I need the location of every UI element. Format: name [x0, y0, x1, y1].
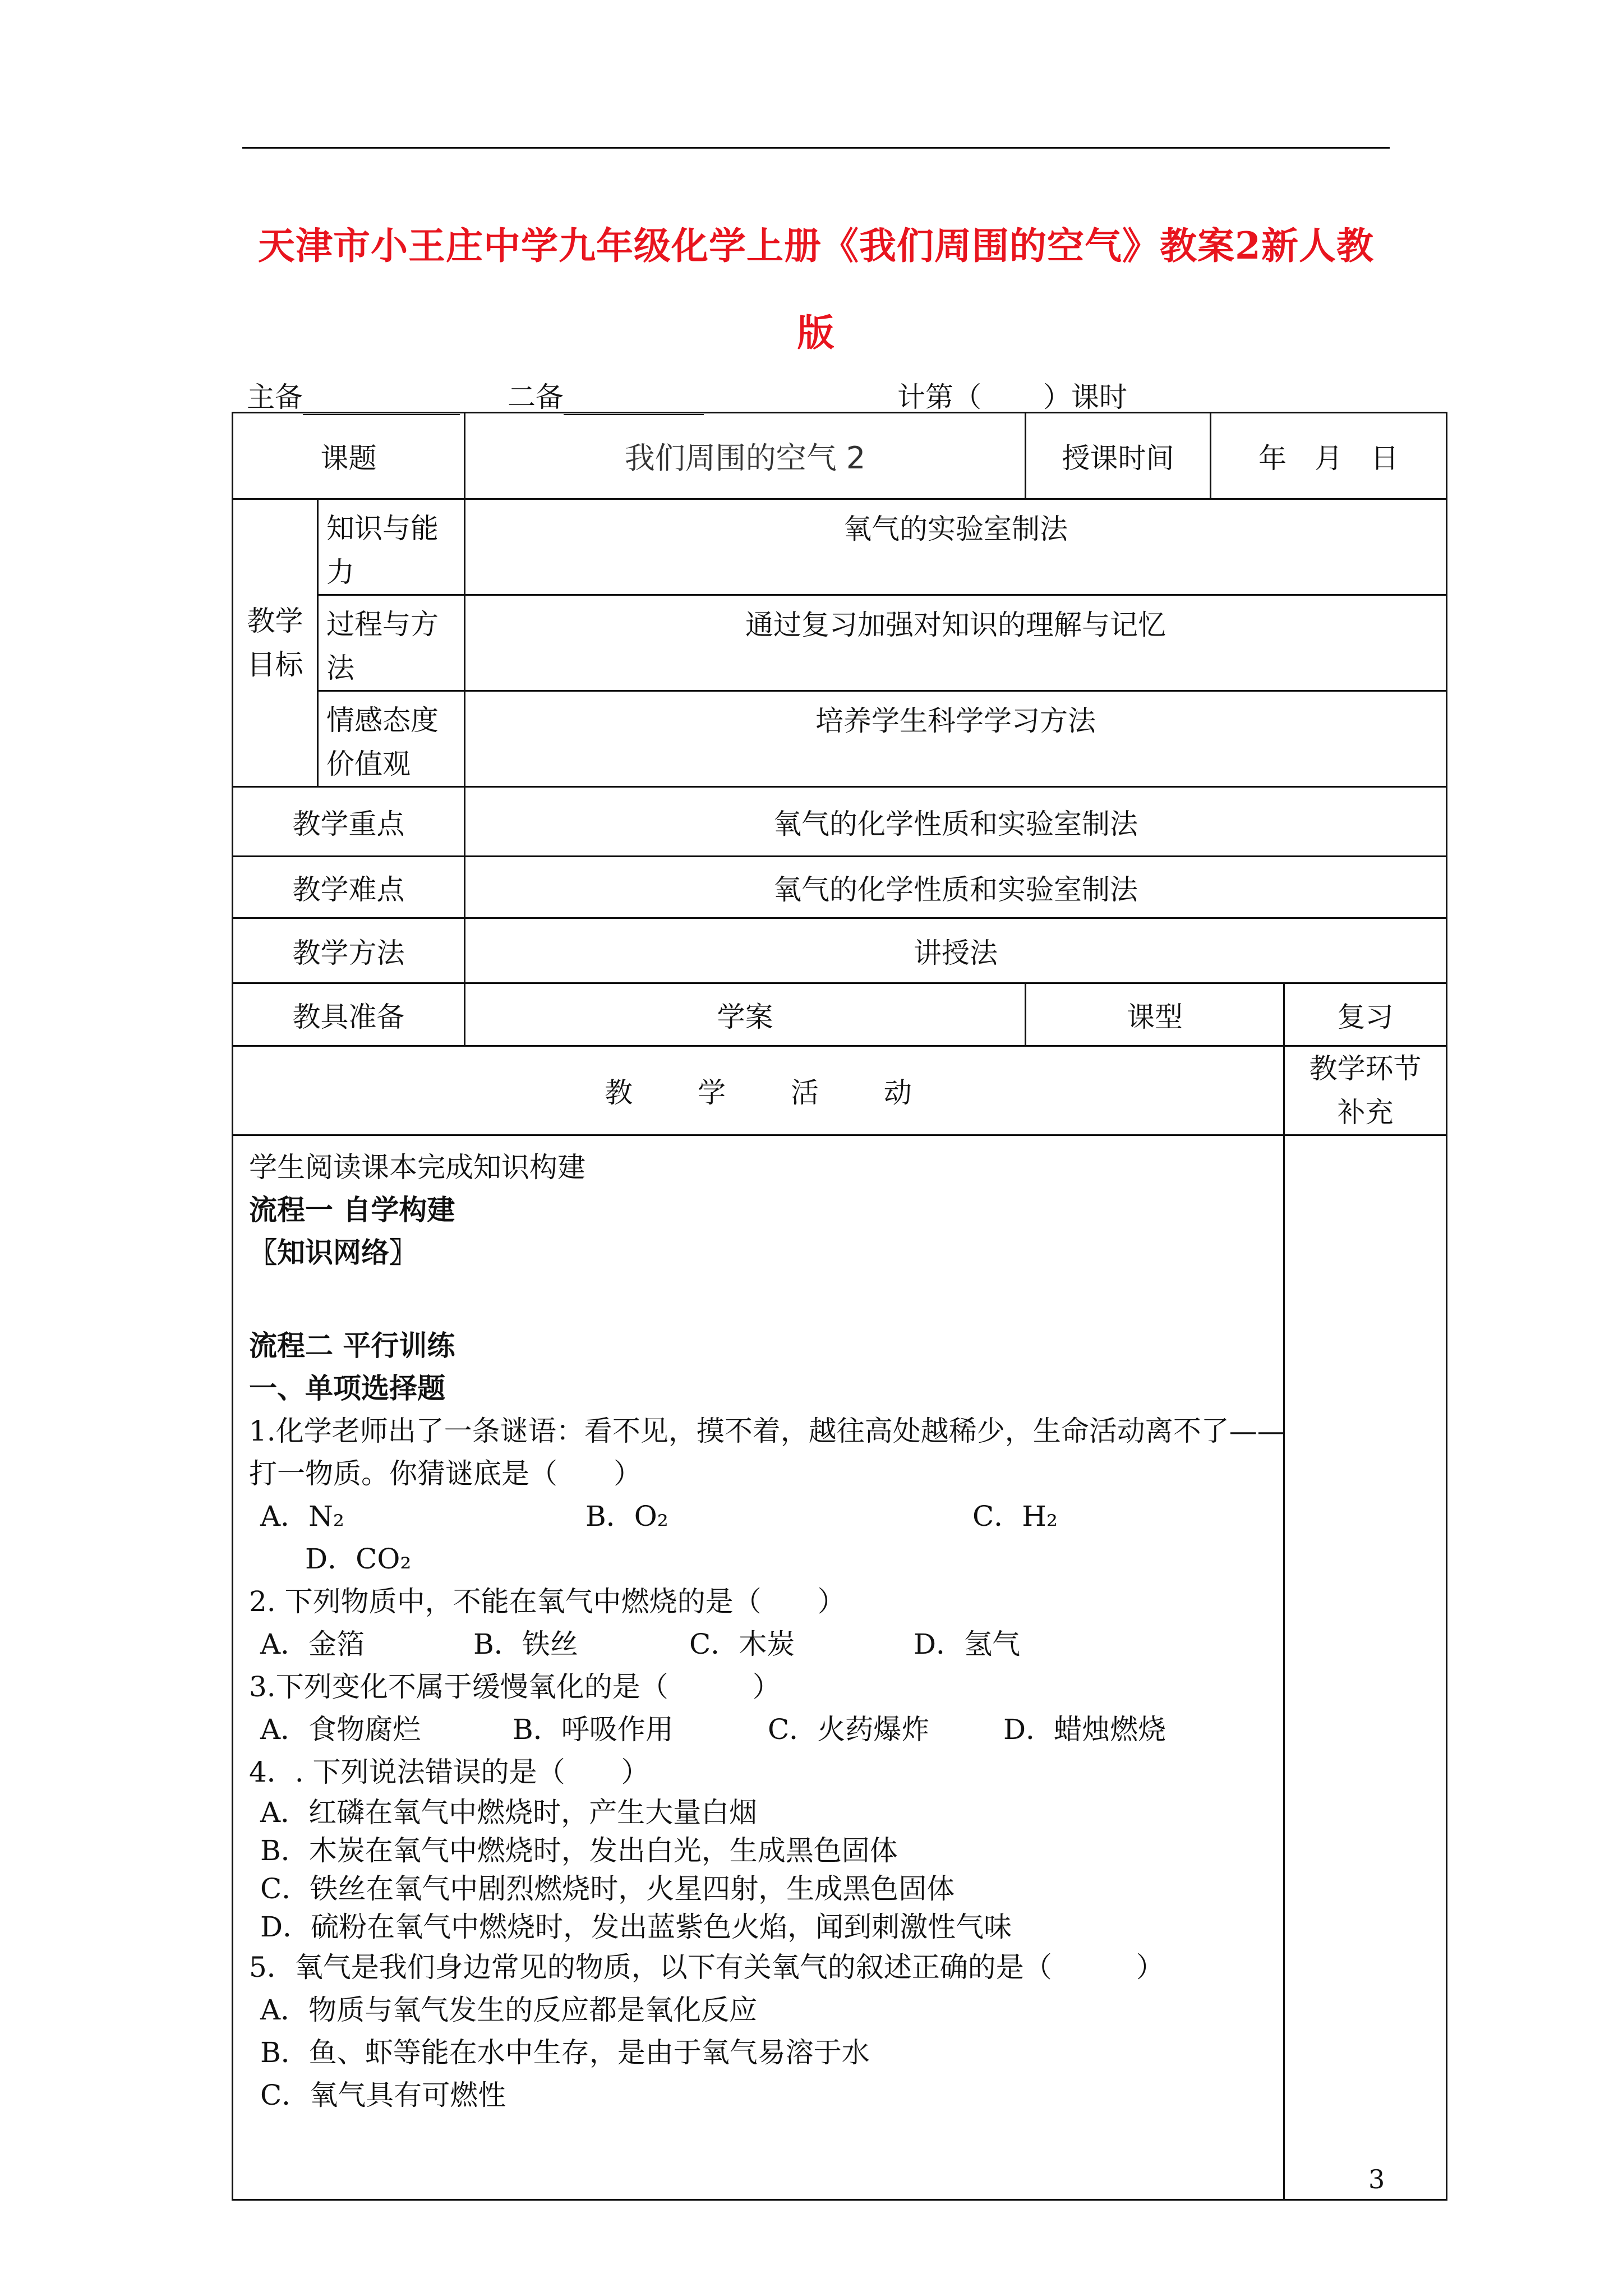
- option: B．O₂: [585, 1500, 668, 1533]
- activity-content: [233, 1135, 1284, 2200]
- zhubei-field: [247, 375, 460, 415]
- flow2-heading: 流程二 平行训练: [249, 1329, 455, 1362]
- question-2: 2. 下列物质中，不能在氧气中燃烧的是（ ）: [249, 1585, 846, 1618]
- document-title-cont: 版: [797, 311, 835, 355]
- knowledge-network-heading: 〖知识网络〗: [249, 1236, 417, 1269]
- question-2-options: [249, 1623, 1267, 1665]
- page-number: 3: [1368, 2164, 1385, 2194]
- difficulty-value: 氧气的化学性质和实验室制法: [465, 857, 1447, 918]
- erbei-label: 二备: [508, 381, 564, 413]
- activity-char: 学: [698, 1076, 726, 1109]
- objective-value: 氧气的实验室制法: [465, 499, 1447, 595]
- intro-text: 学生阅读课本完成知识构建: [249, 1151, 585, 1184]
- zhubei-blank: [303, 385, 460, 415]
- option: C．铁丝在氧气中剧烈燃烧时，火星四射，生成黑色固体: [260, 1872, 955, 1905]
- objective-label: 情感态度价值观: [318, 691, 465, 787]
- difficulty-row: [233, 857, 1447, 918]
- option: A．物质与氧气发生的反应都是氧化反应: [260, 1994, 758, 2026]
- method-value: 讲授法: [465, 918, 1447, 983]
- objective-value: 培养学生科学学习方法: [465, 691, 1447, 787]
- materials-label: 教具准备: [233, 983, 465, 1046]
- objective-row-attitude: [233, 691, 1447, 787]
- section1-heading: 一、单项选择题: [249, 1372, 445, 1405]
- time-label: 授课时间: [1026, 413, 1211, 499]
- option: D．蜡烛燃烧: [1003, 1713, 1166, 1746]
- difficulty-label: 教学难点: [233, 857, 465, 918]
- question-5: 5．氧气是我们身边常见的物质，以下有关氧气的叙述正确的是（ ）: [249, 1951, 1164, 1984]
- objective-label: 过程与方法: [318, 595, 465, 691]
- activity-char: 教: [605, 1076, 633, 1109]
- objective-label: 知识与能力: [318, 499, 465, 595]
- question-1-options: [249, 1495, 1267, 1538]
- method-label: 教学方法: [233, 918, 465, 983]
- erbei-field: [508, 375, 704, 415]
- jidi-field: [897, 375, 1127, 415]
- option: A．红磷在氧气中燃烧时，产生大量白烟: [260, 1796, 758, 1829]
- option: B．木炭在氧气中燃烧时，发出白光，生成黑色固体: [260, 1834, 898, 1867]
- topic-label: 课题: [233, 413, 465, 499]
- objective-row-process: [233, 595, 1447, 691]
- question-3: 3.下列变化不属于缓慢氧化的是（ ）: [249, 1671, 781, 1703]
- option: D．CO₂: [305, 1543, 412, 1575]
- option: B．鱼、虾等能在水中生存，是由于氧气易溶于水: [260, 2036, 870, 2069]
- flow1-heading: 流程一 自学构建: [249, 1193, 455, 1226]
- option: A．N₂: [260, 1500, 344, 1533]
- option: C．火药爆炸: [768, 1713, 930, 1746]
- question-1-cont: 打一物质。你猜谜底是（ ）: [249, 1457, 642, 1490]
- objective-value: 通过复习加强对知识的理解与记忆: [465, 595, 1447, 691]
- activity-char: 动: [883, 1076, 912, 1109]
- topic-row: [233, 413, 1447, 499]
- question-4: 4．. 下列说法错误的是（ ）: [249, 1756, 649, 1788]
- supplement-header: 教学环节补充: [1284, 1046, 1447, 1135]
- erbei-blank: [564, 385, 704, 415]
- lesson-plan-table: [232, 412, 1447, 2201]
- option: C．氧气具有可燃性: [260, 2079, 506, 2111]
- option: C．H₂: [972, 1500, 1058, 1533]
- topic-value: 我们周围的空气 2: [465, 413, 1026, 499]
- zhubei-label: 主备: [247, 381, 303, 413]
- document-title: 天津市小王庄中学九年级化学上册《我们周围的空气》教案2新人教: [258, 224, 1374, 268]
- activity-header-row: [233, 1046, 1447, 1135]
- option: D．硫粉在氧气中燃烧时，发出蓝紫色火焰，闻到刺激性气味: [260, 1911, 1012, 1943]
- activity-content-row: [233, 1135, 1447, 2200]
- option: B．铁丝: [473, 1628, 578, 1660]
- question-3-options: [249, 1708, 1267, 1751]
- lesson-type-label: 课型: [1026, 983, 1284, 1046]
- jidi-close: ）课时: [1043, 381, 1127, 413]
- option: D．氢气: [914, 1628, 1021, 1660]
- keypoint-label: 教学重点: [233, 787, 465, 857]
- lesson-type-value: 复习: [1284, 983, 1447, 1046]
- keypoint-value: 氧气的化学性质和实验室制法: [465, 787, 1447, 857]
- option: C．木炭: [689, 1628, 795, 1660]
- option: B．呼吸作用: [513, 1713, 674, 1746]
- keypoint-row: [233, 787, 1447, 857]
- materials-row: [233, 983, 1447, 1046]
- objectives-label: 教学目标: [233, 499, 318, 787]
- materials-value: 学案: [465, 983, 1026, 1046]
- method-row: [233, 918, 1447, 983]
- question-1: 1.化学老师出了一条谜语：看不见，摸不着，越往高处越稀少，生命活动离不了——: [249, 1415, 1285, 1447]
- supplement-column: [1284, 1135, 1447, 2200]
- time-value: 年 月 日: [1211, 413, 1447, 499]
- header-rule: [242, 147, 1390, 149]
- jidi-open: 计第（: [897, 381, 981, 413]
- activity-char: 活: [790, 1076, 819, 1109]
- option: A．食物腐烂: [260, 1713, 421, 1746]
- option: A．金箔: [260, 1628, 365, 1660]
- activity-header: [233, 1046, 1284, 1135]
- objective-row-knowledge: [233, 499, 1447, 595]
